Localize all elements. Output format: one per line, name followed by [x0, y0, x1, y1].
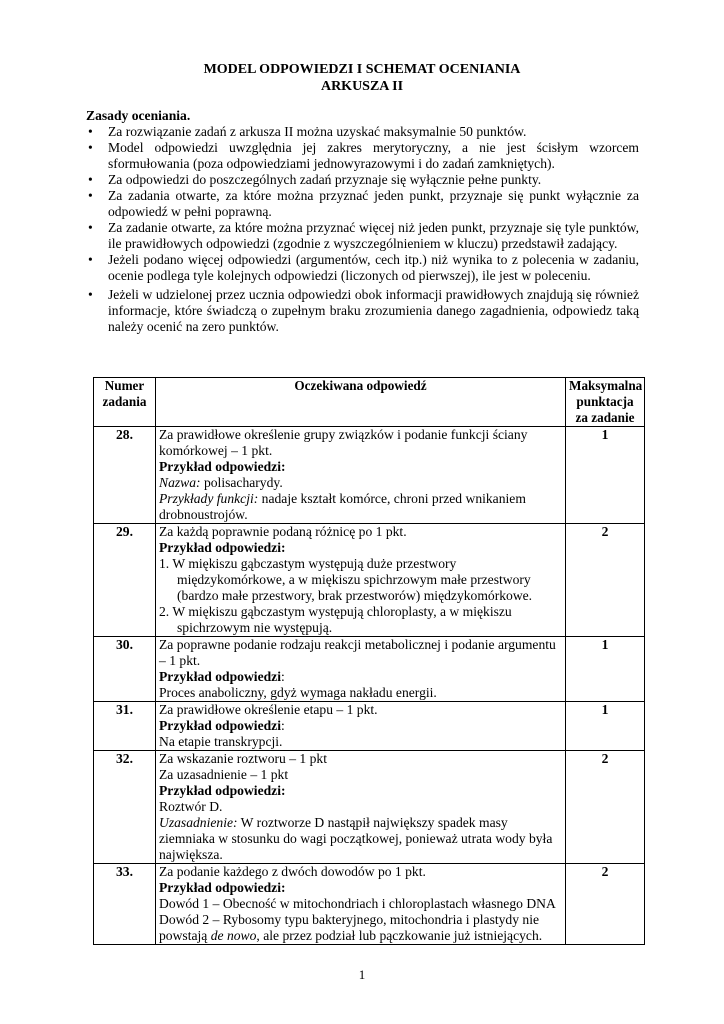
table-row — [94, 427, 645, 524]
table-row — [94, 751, 645, 864]
rules-heading: Zasady oceniania. — [86, 108, 191, 123]
table-row — [94, 702, 645, 751]
answer-line: Roztwór D. — [159, 799, 223, 814]
max-points: 1 — [566, 427, 645, 524]
answer-line: spichrzowym nie występują. — [177, 620, 333, 635]
rule-item: • Model odpowiedzi uwzględnia jej zakres merytoryczny, a nie jest ścisłym wzorcem sformułowania (poza odpowiedziami jednowyrazowymi i do zadań zamkniętych). — [86, 140, 639, 172]
example-label-text: Przykład odpowiedzi — [159, 718, 281, 733]
latin-phrase: de nowo — [210, 928, 257, 943]
answer-text: powstają — [159, 928, 211, 943]
task-number: 33. — [94, 864, 156, 945]
max-points: 1 — [566, 702, 645, 751]
answer-text: nadaje kształt komórce, chroni przed wnikaniem drobnoustrojów. — [159, 491, 526, 522]
answer-line: (bardzo małe przestwory, brak przestworów) międzykomórkowe. — [177, 588, 533, 603]
answer-line — [159, 815, 562, 863]
header-expected-answer: Oczekiwana odpowiedź — [156, 378, 566, 427]
expected-answer — [156, 427, 566, 524]
answer-line — [159, 928, 562, 944]
answer-text: W roztworze D nastąpił największy spadek masy ziemniaka w stosunku do wagi początkowej, ponieważ utrata wody była największa. — [159, 815, 553, 862]
max-points: 2 — [566, 524, 645, 637]
rule-item: • Jeżeli podano więcej odpowiedzi (argumentów, cech itp.) niż wynika to z polecenia w zadaniu, ocenie podlega tyle kolejnych odpowiedzi (liczonych od pierwszej), ile jest w poleceniu. — [86, 252, 639, 284]
rule-item: • Za rozwiązanie zadań z arkusza II można uzyskać maksymalnie 50 punktów. — [86, 124, 639, 140]
table-row — [94, 637, 645, 702]
label-italic: Nazwa: — [159, 475, 201, 490]
rule-item: • Za zadanie otwarte, za które można przyznać więcej niż jeden punkt, przyznaje się tyle punktów, ile prawidłowych odpowiedzi (zgodnie z wyszczególnieniem w kluczu) przedstawił zadający. — [86, 220, 639, 252]
answer-key-table — [93, 377, 645, 945]
answer-text: polisacharydy. — [200, 475, 283, 490]
max-points: 1 — [566, 637, 645, 702]
example-label: Przykład odpowiedzi: — [159, 459, 286, 474]
answer-line: 1. W miękiszu gąbczastym występują duże przestwory — [159, 556, 457, 571]
max-points: 2 — [566, 864, 645, 945]
rule-item: • Jeżeli w udzielonej przez ucznia odpowiedzi obok informacji prawidłowych znajdują się również informacje, które świadczą o zupełnym braku zrozumienia danego zagadnienia, odpowiedz taką należy ocenić na zero punktów. — [86, 287, 639, 335]
answer-line: Za wskazanie roztworu – 1 pkt — [159, 751, 327, 766]
answer-line: Za każdą poprawnie podaną różnicę po 1 pkt. — [159, 524, 407, 539]
answer-line: Dowód 1 – Obecność w mitochondriach i chloroplastach własnego DNA — [159, 896, 556, 911]
rules-list — [86, 124, 639, 335]
rule-item: • Za odpowiedzi do poszczególnych zadań przyznaje się wyłącznie pełne punkty. — [86, 172, 639, 188]
table-row — [94, 864, 645, 945]
max-points: 2 — [566, 751, 645, 864]
example-label: Przykład odpowiedzi: — [159, 783, 286, 798]
expected-answer — [156, 864, 566, 945]
answer-line: Za prawidłowe określenie etapu – 1 pkt. — [159, 702, 378, 717]
task-number: 28. — [94, 427, 156, 524]
example-label: Przykład odpowiedzi: — [159, 880, 286, 895]
example-label: Przykład odpowiedzi: — [159, 540, 286, 555]
expected-answer — [156, 524, 566, 637]
example-label: Przykład odpowiedzi: — [159, 669, 285, 684]
answer-line: Na etapie transkrypcji. — [159, 734, 283, 749]
answer-line — [159, 491, 562, 523]
answer-line: Za uzasadnienie – 1 pkt — [159, 767, 289, 782]
answer-line: Za podanie każdego z dwóch dowodów po 1 pkt. — [159, 864, 426, 879]
table-row — [94, 524, 645, 637]
answer-line: 2. W miękiszu gąbczastym występują chloroplasty, a w miękiszu — [159, 604, 512, 619]
answer-text: , ale przez podział lub pączkowanie już istniejących. — [256, 928, 543, 943]
expected-answer — [156, 637, 566, 702]
example-label: Przykład odpowiedzi: — [159, 718, 285, 733]
page-number: 1 — [358, 967, 366, 982]
answer-line: Proces anaboliczny, gdyż wymaga nakładu energii. — [159, 685, 437, 700]
task-number: 29. — [94, 524, 156, 637]
title-line-1: MODEL ODPOWIEDZI I SCHEMAT OCENIANIA — [203, 62, 521, 77]
answer-line: Dowód 2 – Rybosomy typu bakteryjnego, mitochondria i plastydy nie — [159, 912, 540, 927]
expected-answer — [156, 702, 566, 751]
label-italic: Uzasadnienie: — [159, 815, 238, 830]
header-max-points: Maksymalna punktacja za zadanie — [566, 378, 645, 427]
answer-line: Za prawidłowe określenie grupy związków i podanie funkcji ściany komórkowej – 1 pkt. — [159, 427, 528, 458]
task-number: 31. — [94, 702, 156, 751]
task-number: 32. — [94, 751, 156, 864]
expected-answer — [156, 751, 566, 864]
answer-line: Za poprawne podanie rodzaju reakcji metabolicznej i podanie argumentu – 1 pkt. — [159, 637, 556, 668]
answer-line: międzykomórkowe, a w miękiszu spichrzowym małe przestwory — [177, 572, 531, 587]
rule-item: • Za zadania otwarte, za które można przyznać jeden punkt, przyznaje się punkt wyłącznie za odpowiedź w pełni poprawną. — [86, 188, 639, 220]
label-italic: Przykłady funkcji: — [159, 491, 259, 506]
title-line-2: ARKUSZA II — [320, 79, 404, 94]
table-header-row — [94, 378, 645, 427]
task-number: 30. — [94, 637, 156, 702]
document-title — [0, 61, 724, 95]
answer-line — [159, 475, 562, 491]
example-label-text: Przykład odpowiedzi — [159, 669, 281, 684]
header-task-number: Numer zadania — [94, 378, 156, 427]
